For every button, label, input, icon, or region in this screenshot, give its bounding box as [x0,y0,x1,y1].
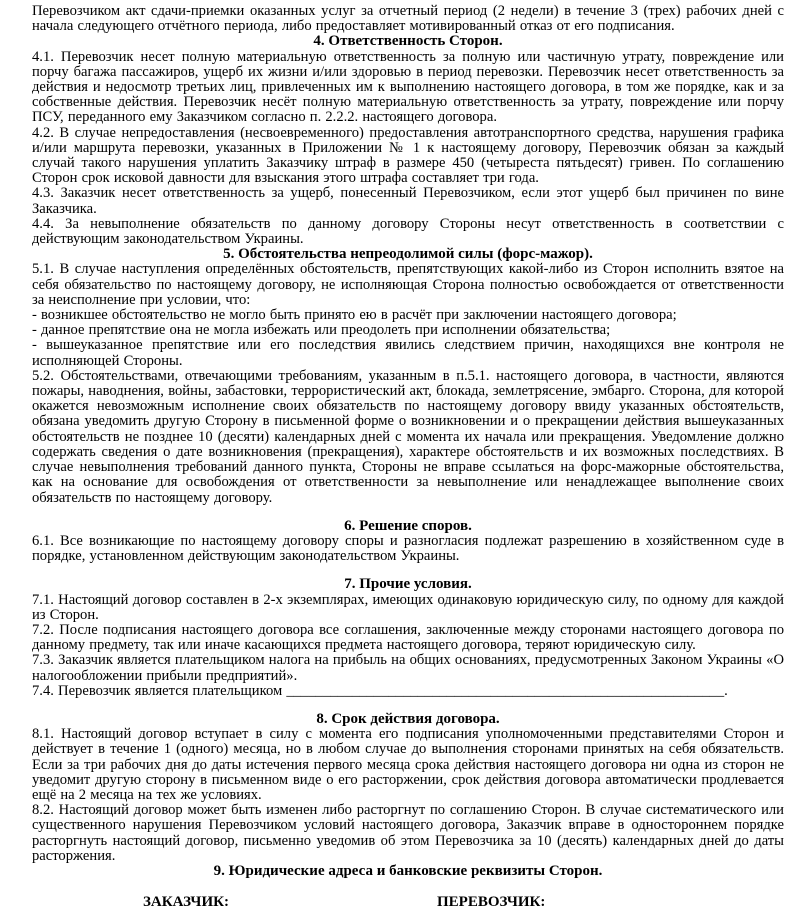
clause-5-1-bullet-2: - данное препятствие она не могла избежать или преодолеть при исполнении обязательства; [32,322,611,339]
section-heading-force-majeure: 5. Обстоятельства непреодолимой силы (форс-мажор). [223,246,593,263]
clause-4-3: 4.3. Заказчик несет ответственность за ущерб, понесенный Перевозчиком, если этот ущерб был причинен по вине Заказчика. [32,185,784,217]
clause-8-1: 8.1. Настоящий договор вступает в силу с момента его подписания уполномоченными представителями Сторон и действует в течение 1 (одного) месяца, но в любом случае до выполнения сторонами принятых на себя обязательств. Если за три рабочих дня до даты истечения первого месяца срока действия настоящего договора ни одна из сторон не уведомит другую сторону в письменном виде о его расторжении, срок действия договора автоматически продлевается ещё на 2 месяца на тех же условиях. [32,726,784,803]
section-heading-legal-addresses: 9. Юридические адреса и банковские реквизиты Сторон. [213,862,603,879]
customer-label: ЗАКАЗЧИК: [143,894,229,911]
section-heading-disputes: 6. Решение споров. [344,517,472,534]
clause-7-3: 7.3. Заказчик является плательщиком налога на прибыль на общих основаниях, предусмотренных Законом Украины «О налогообложении прибыли предприятий». [32,652,784,684]
clause-5-1: 5.1. В случае наступления определённых обстоятельств, препятствующих какой-либо из Сторон исполнить взятое на себя обязательство по настоящему договору, не исполняющая Сторона полностью освобождается от ответственности за неисполнение при условии, что: [32,261,784,308]
spacer [32,506,784,519]
clause-6-1: 6.1. Все возникающие по настоящему договору споры и разногласия подлежат разрешению в хозяйственном суде в порядке, установленном действующим законодательством Украины. [32,532,784,565]
section-heading-responsibility: 4. Ответственность Сторон. [313,33,503,50]
spacer [32,699,784,712]
clause-7-2: 7.2. После подписания настоящего договора все соглашения, заключенные между сторонами настоящего договора по данному предмету, так или иначе касающихся предмета настоящего договора, теряют юридическую силу. [32,621,784,654]
carrier-label: ПЕРЕВОЗЧИК: [437,894,546,911]
clause-3-continuation: Перевозчиком акт сдачи-приемки оказанных услуг за отчетный период (2 недели) в течение 3 (трех) рабочих дней с начала следующего отчётного периода, либо предоставляет мотивированный отказ от его подписания. [32,3,784,35]
signature-row [32,895,784,915]
clause-4-4: 4.4. За невыполнение обязательств по данному договору Стороны несут ответственность в соответствии с действующим законодательством Украины. [32,215,784,248]
clause-4-1: 4.1. Перевозчик несет полную материальную ответственность за полную или частичную утрату, повреждение или порчу багажа пассажиров, ущерб их жизни и/или здоровью в период перевозки. Перевозчик несет ответственность за действия и недосмотр третьих лиц, привлеченных им к выполнению настоящего договора, в том же порядке, как и за собственные действия. Перевозчик несёт полную материальную ответственность за утрату, повреждение или порчу ПСУ, переданного ему Заказчиком согласно п. 2.2.2. настоящего договора. [32,48,784,126]
clause-4-2: 4.2. В случае непредоставления (несвоевременного) предоставления автотранспортного средства, нарушения графика и/или маршрута перевозки, указанных в Приложении № 1 к настоящему договору, Перевозчик обязан за каждый случай такого нарушения уплатить Заказчику штраф в размере 450 (четыреста пятьдесят) гривен. По соглашению Сторон срок исковой давности для взыскания этого штрафа составляет три года. [32,124,784,187]
section-heading-contract-term: 8. Срок действия договора. [316,710,500,727]
clause-5-1-bullet-3: - вышеуказанное препятствие или его последствия явились следствием причин, находящихся вне контроля не исполняющей Стороны. [32,337,784,369]
clause-7-1: 7.1. Настоящий договор составлен в 2-х экземплярах, имеющих одинаковую юридическую силу, по одному для каждой из Сторон. [32,591,784,623]
clause-5-2: 5.2. Обстоятельствами, отвечающими требованиям, указанным в п.5.1. настоящего договора, в частности, являются пожары, наводнения, войны, забастовки, террористический акт, блокада, землетрясение, эмбарго. Сторона, для которой окажется невозможным исполнение своих обязательств по настоящему договору ввиду указанных обстоятельств, обязана уведомить другую Сторону в письменной форме о возникновении и о прекращении действия вышеуказанных обстоятельств не позднее 10 (десяти) календарных дней с момента их начала или прекращения. Уведомление должно содержать сведения о дате возникновения (прекращения), характере обстоятельств и их возможных последствиях. В случае невыполнения требований данного пункта, Стороны не вправе ссылаться на форс-мажорные обстоятельства, как на основание для освобождения от ответственности за невыполнение или ненадлежащее выполнение своих обязательств по настоящему договору. [32,367,784,506]
clause-7-4-fill-in-line: 7.4. Перевозчик является плательщиком ____________________________________________________________. [32,682,728,699]
section-heading-other-terms: 7. Прочие условия. [344,576,472,593]
clause-8-2: 8.2. Настоящий договор может быть изменен либо расторгнут по соглашению Сторон. В случае систематического или существенного нарушения Перевозчиком условий настоящего договора, Заказчик вправе в одностороннем порядке расторгнуть настоящий договор, письменно уведомив об этом Перевозчика за 10 (десять) календарных дней до даты расторжения. [32,802,784,864]
clause-5-1-bullet-1: - возникшее обстоятельство не могло быть принято ею в расчёт при заключении настоящего договора; [32,307,677,324]
